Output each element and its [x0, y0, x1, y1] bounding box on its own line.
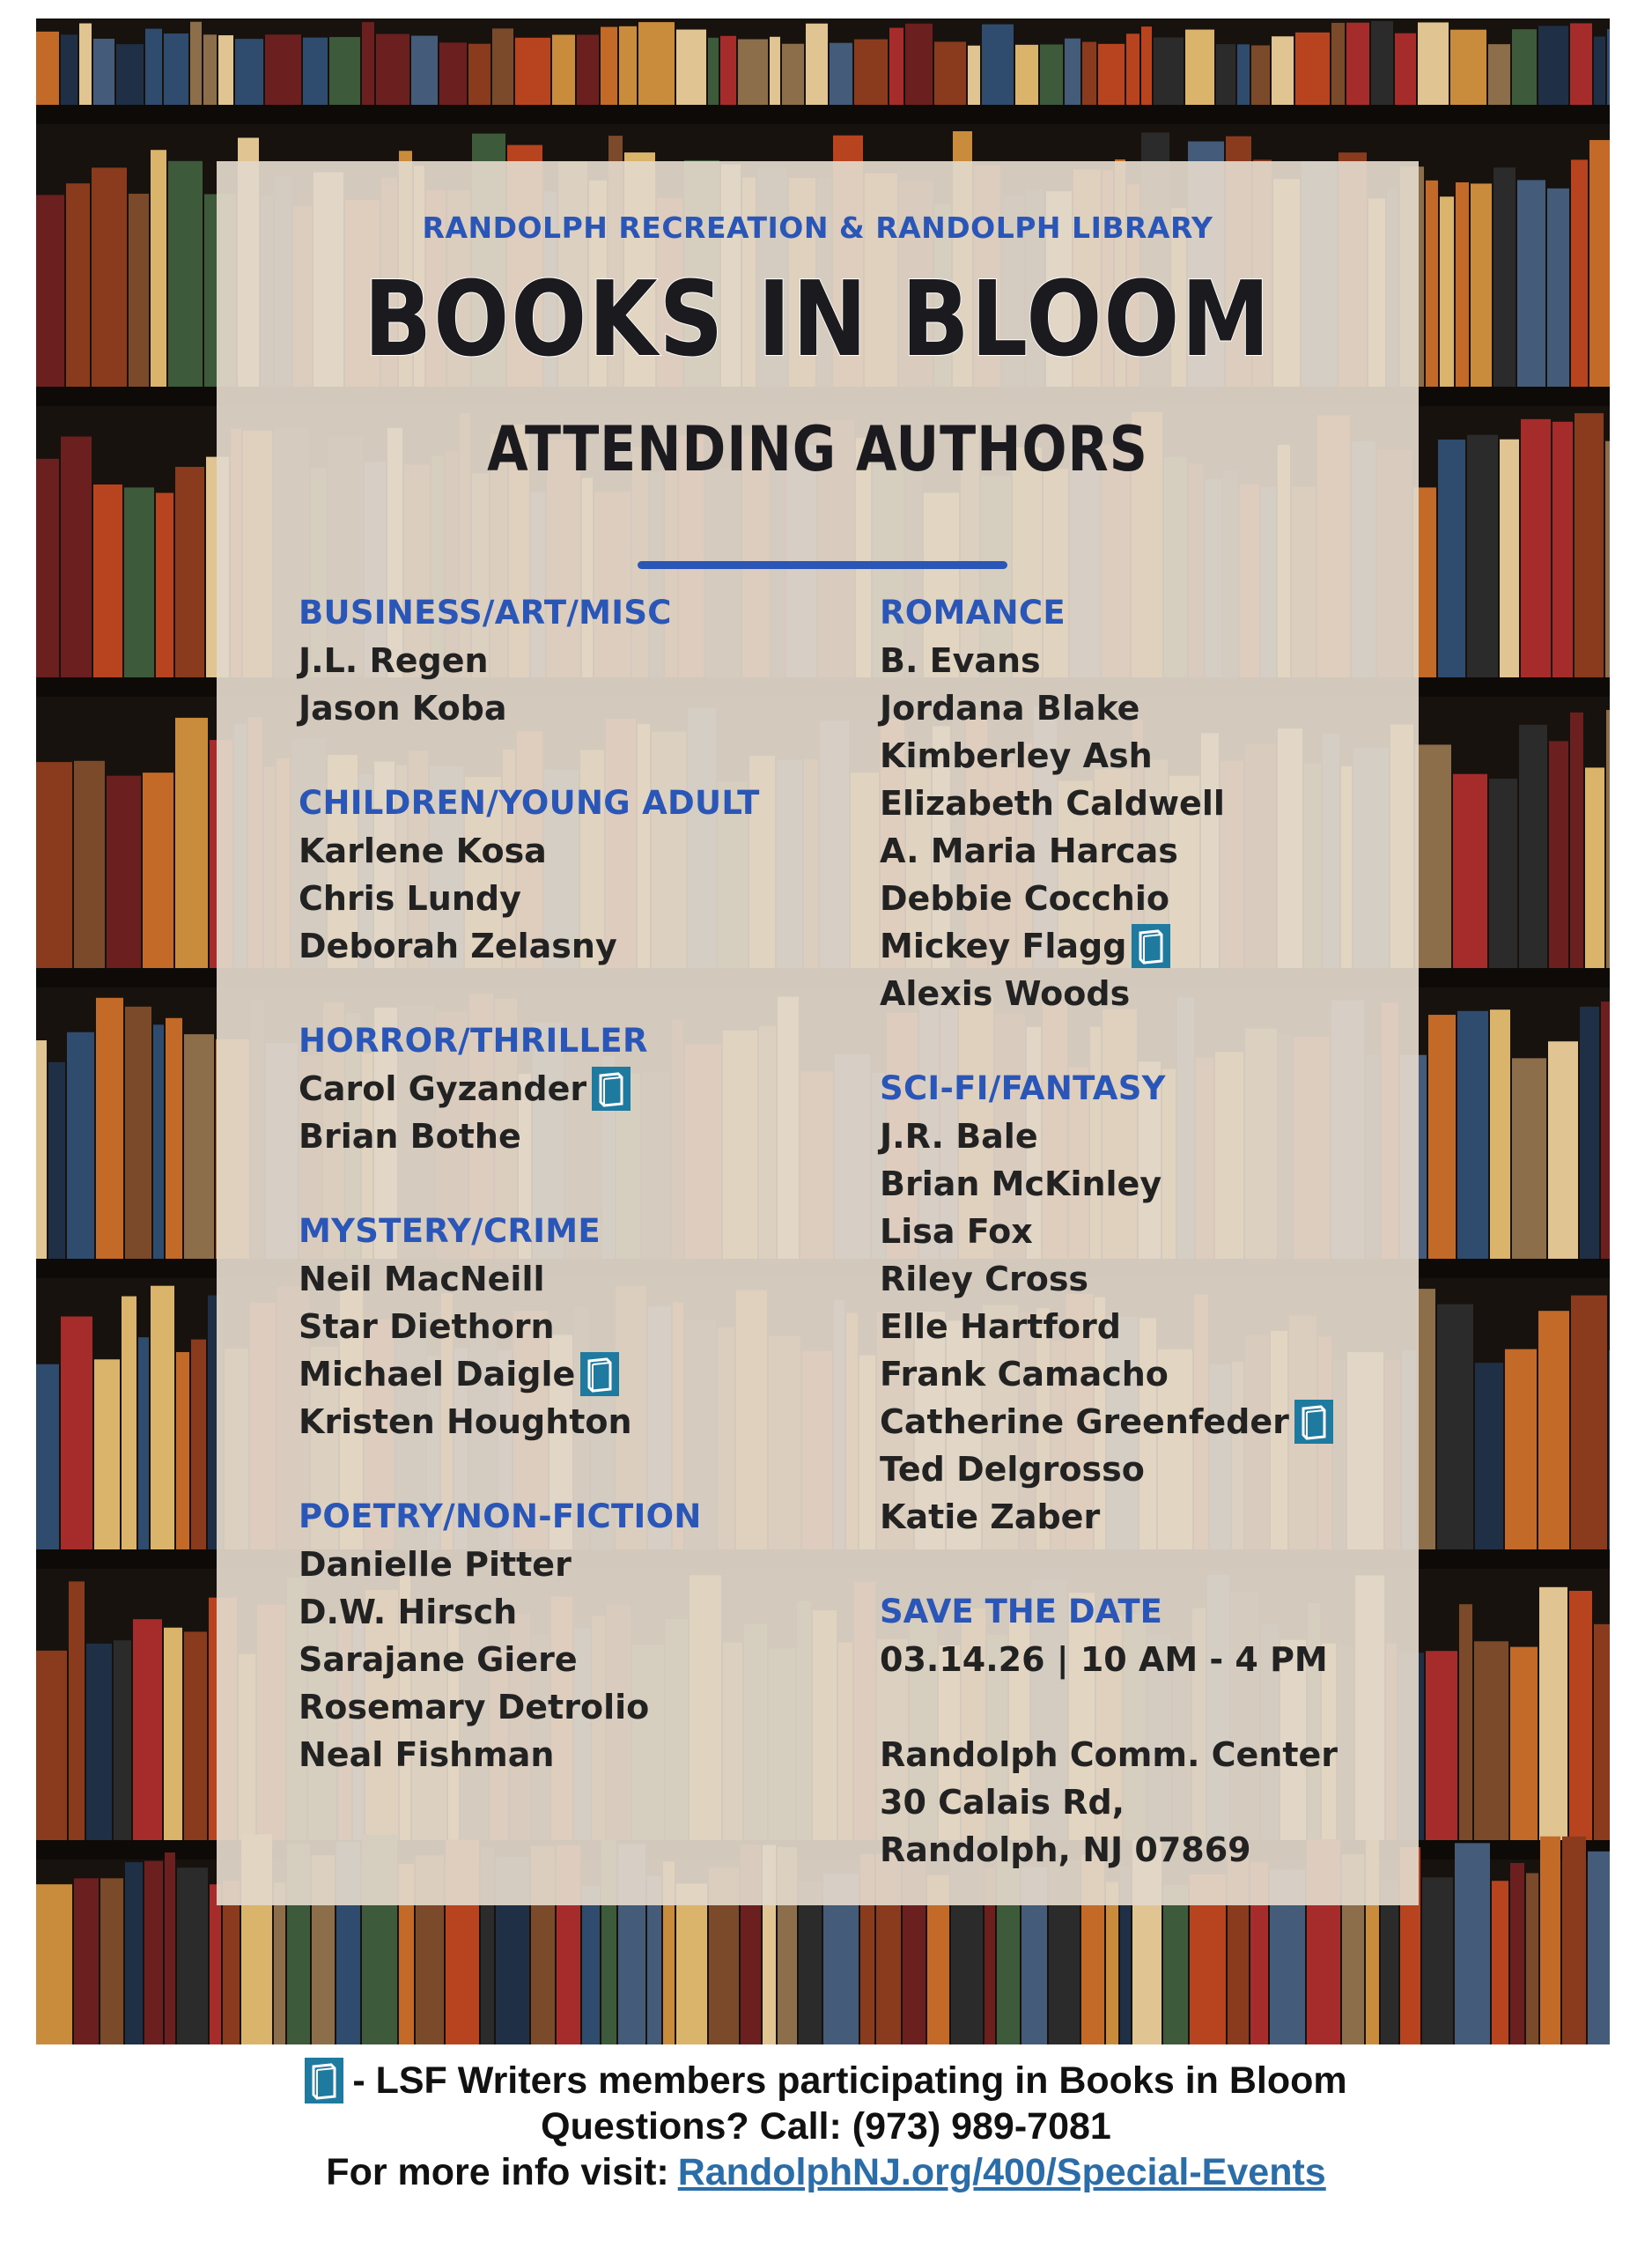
author-name-text: Chris Lundy	[299, 879, 521, 918]
author-name	[880, 684, 1408, 732]
author-name-text: Carol Gyzander	[299, 1069, 587, 1108]
author-name-text: Jordana Blake	[880, 689, 1140, 728]
book-icon	[580, 1352, 619, 1396]
author-name	[299, 922, 827, 970]
author-name-text: Karlene Kosa	[299, 832, 547, 870]
author-name-text: Jason Koba	[299, 689, 507, 728]
author-name-text: Michael Daigle	[299, 1355, 576, 1394]
venue-street: 30 Calais Rd,	[880, 1783, 1125, 1822]
left-author-column	[299, 589, 827, 1826]
author-name	[880, 875, 1408, 922]
author-name-text: Kimberley Ash	[880, 736, 1153, 775]
more-info-label: For more info visit:	[326, 2151, 669, 2193]
author-name-text: Danielle Pitter	[299, 1545, 572, 1584]
category-heading: POETRY/NON-FICTION	[299, 1497, 702, 1535]
author-name	[880, 1350, 1408, 1398]
author-name-text: A. Maria Harcas	[880, 832, 1178, 870]
author-name-text: J.R. Bale	[880, 1117, 1038, 1156]
book-icon	[592, 1067, 631, 1111]
author-name-text: Katie Zaber	[880, 1497, 1101, 1536]
author-name-text: Deborah Zelasny	[299, 927, 617, 965]
event-info	[880, 1588, 1408, 1874]
category-heading: MYSTERY/CRIME	[299, 1212, 601, 1250]
author-name-text: Rosemary Detrolio	[299, 1688, 650, 1726]
category-heading: ROMANCE	[880, 594, 1066, 632]
category-heading: SCI-FI/FANTASY	[880, 1069, 1166, 1107]
info-panel	[217, 161, 1419, 1905]
venue-city: Randolph, NJ 07869	[880, 1830, 1251, 1869]
author-name-text: Elizabeth Caldwell	[880, 784, 1225, 823]
author-name	[880, 827, 1408, 875]
book-icon	[1294, 1400, 1333, 1444]
questions-line: Questions? Call: (973) 989-7081	[541, 2105, 1111, 2148]
venue-name: Randolph Comm. Center	[880, 1735, 1339, 1774]
author-name	[299, 684, 827, 732]
author-name-text: Brian McKinley	[880, 1164, 1162, 1203]
author-name	[299, 1255, 827, 1303]
author-name-text: Debbie Cocchio	[880, 879, 1169, 918]
organizers-line: RANDOLPH RECREATION & RANDOLPH LIBRARY	[422, 211, 1213, 245]
save-the-date-heading: SAVE THE DATE	[880, 1593, 1162, 1630]
poster	[36, 18, 1610, 2044]
special-events-link[interactable]: RandolphNJ.org/400/Special-Events	[677, 2151, 1326, 2193]
author-name-text: Riley Cross	[880, 1260, 1089, 1298]
author-name	[880, 1160, 1408, 1208]
author-name	[299, 1350, 827, 1398]
author-name-text: Star Diethorn	[299, 1307, 555, 1346]
author-name-text: Alexis Woods	[880, 974, 1131, 1013]
author-name	[299, 1588, 827, 1636]
category-block	[299, 1017, 827, 1160]
category-heading: BUSINESS/ART/MISC	[299, 594, 672, 632]
author-name	[880, 970, 1408, 1017]
author-name-text: J.L. Regen	[299, 641, 489, 680]
author-name	[880, 637, 1408, 684]
category-block	[880, 589, 1408, 1017]
title-divider	[638, 561, 1007, 569]
author-name-text: D.W. Hirsch	[299, 1593, 518, 1631]
event-subtitle: ATTENDING AUTHORS	[487, 413, 1148, 485]
event-date-time: 03.14.26 | 10 AM - 4 PM	[880, 1640, 1328, 1679]
category-heading: HORROR/THRILLER	[299, 1022, 648, 1060]
author-name	[880, 1398, 1408, 1445]
author-name	[299, 637, 827, 684]
author-name	[880, 780, 1408, 827]
author-name-text: Kristen Houghton	[299, 1402, 632, 1441]
category-heading: CHILDREN/YOUNG ADULT	[299, 784, 760, 822]
author-name-text: Lisa Fox	[880, 1212, 1033, 1251]
author-name-text: Neal Fishman	[299, 1735, 555, 1774]
category-block	[299, 589, 827, 732]
author-name	[880, 1113, 1408, 1160]
author-name	[299, 1541, 827, 1588]
lsf-legend-text: - LSF Writers members participating in Books in Bloom	[352, 2059, 1347, 2102]
book-icon	[305, 2058, 343, 2103]
author-name	[880, 732, 1408, 780]
author-name	[880, 922, 1408, 970]
author-name	[299, 875, 827, 922]
author-name-text: Ted Delgrosso	[880, 1450, 1145, 1489]
author-name	[299, 1113, 827, 1160]
author-name	[299, 1683, 827, 1731]
author-name	[880, 1255, 1408, 1303]
event-title: BOOKS IN BLOOM	[364, 258, 1272, 380]
author-name-text: Neil MacNeill	[299, 1260, 545, 1298]
author-name-text: Mickey Flagg	[880, 927, 1127, 965]
author-name	[299, 1636, 827, 1683]
right-author-column	[880, 589, 1408, 1874]
author-name	[299, 1398, 827, 1445]
footer	[0, 2058, 1652, 2195]
author-name	[299, 1303, 827, 1350]
author-name-text: Frank Camacho	[880, 1355, 1169, 1394]
book-icon	[1132, 924, 1170, 968]
author-name-text: Sarajane Giere	[299, 1640, 578, 1679]
author-name	[299, 827, 827, 875]
category-block	[299, 780, 827, 970]
category-block	[299, 1208, 827, 1445]
more-info-line	[0, 2149, 1652, 2195]
author-name-text: B. Evans	[880, 641, 1041, 680]
author-name	[880, 1208, 1408, 1255]
author-name	[880, 1493, 1408, 1541]
author-name-text: Catherine Greenfeder	[880, 1402, 1289, 1441]
author-name	[299, 1065, 827, 1113]
author-name	[880, 1445, 1408, 1493]
lsf-legend	[0, 2058, 1652, 2103]
author-name-text: Brian Bothe	[299, 1117, 521, 1156]
category-block	[880, 1065, 1408, 1541]
author-name	[880, 1303, 1408, 1350]
category-block	[299, 1493, 827, 1778]
author-name-text: Elle Hartford	[880, 1307, 1121, 1346]
author-name	[299, 1731, 827, 1778]
